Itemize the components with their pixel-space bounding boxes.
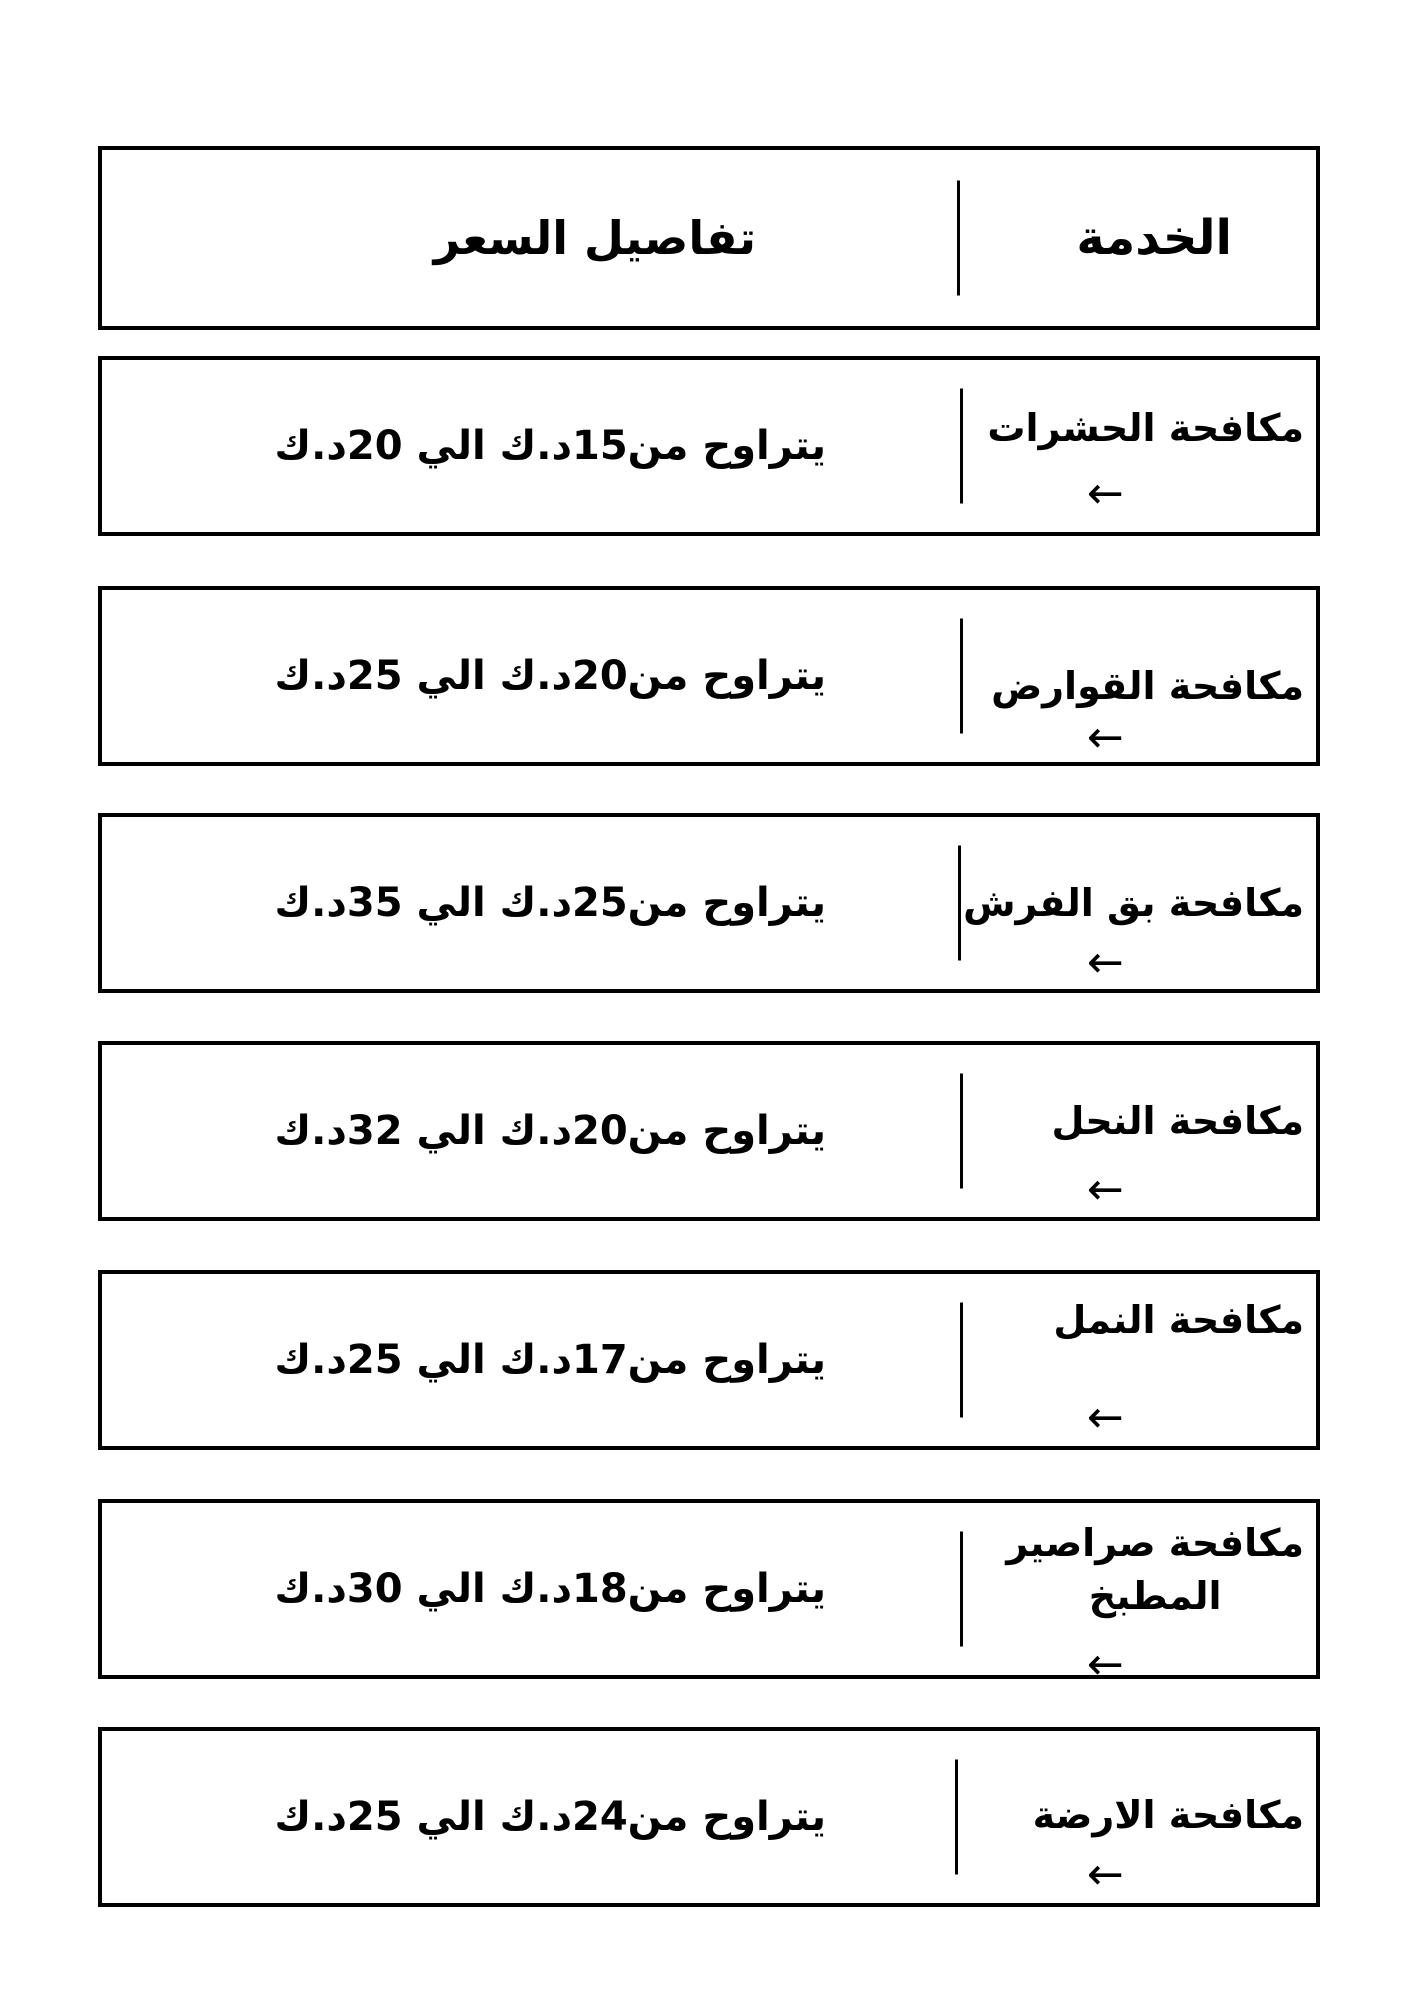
service-row-rodents [98,586,1320,766]
price-details: يتراوح من15د.ك الي 20د.ك [274,423,826,469]
header-service-label: الخدمة [1076,210,1232,266]
row-divider [960,389,963,504]
price-details: يتراوح من20د.ك الي 25د.ك [274,653,826,699]
service-name: مكافحة النحل [1051,1099,1304,1143]
left-arrow-icon: ← [1087,1164,1124,1215]
row-divider [958,846,961,961]
header-row [98,146,1320,330]
service-row-bees [98,1041,1320,1221]
header-price-label: تفاصيل السعر [433,211,756,265]
price-details: يتراوح من25د.ك الي 35د.ك [274,880,826,926]
price-details: يتراوح من17د.ك الي 25د.ك [274,1337,826,1383]
left-arrow-icon: ← [1087,937,1124,988]
left-arrow-icon: ← [1087,712,1124,763]
row-divider [960,619,963,734]
left-arrow-icon: ← [1087,468,1124,519]
service-name: مكافحة النمل [1053,1298,1304,1342]
service-row-bedbugs [98,813,1320,993]
service-row-termites [98,1727,1320,1907]
row-divider [960,1303,963,1418]
row-divider [960,1532,963,1647]
service-row-ants [98,1270,1320,1450]
header-divider [957,181,960,296]
price-details: يتراوح من24د.ك الي 25د.ك [274,1794,826,1840]
service-name: مكافحة بق الفرش [963,881,1304,925]
service-name: مكافحة القوارض [991,664,1304,708]
left-arrow-icon: ← [1087,1639,1124,1690]
service-name: مكافحة الحشرات [987,406,1304,450]
service-name-line2: المطبخ [1088,1574,1222,1619]
row-divider [955,1760,958,1875]
price-details: يتراوح من20د.ك الي 32د.ك [274,1108,826,1154]
service-name: مكافحة الارضة [1032,1793,1304,1837]
left-arrow-icon: ← [1087,1392,1124,1443]
service-name [1006,1517,1304,1623]
service-name-line1: مكافحة صراصير [1006,1521,1304,1565]
service-row-insects [98,356,1320,536]
row-divider [960,1074,963,1189]
left-arrow-icon: ← [1087,1849,1124,1900]
price-details: يتراوح من18د.ك الي 30د.ك [274,1566,826,1612]
service-row-cockroaches [98,1499,1320,1690]
